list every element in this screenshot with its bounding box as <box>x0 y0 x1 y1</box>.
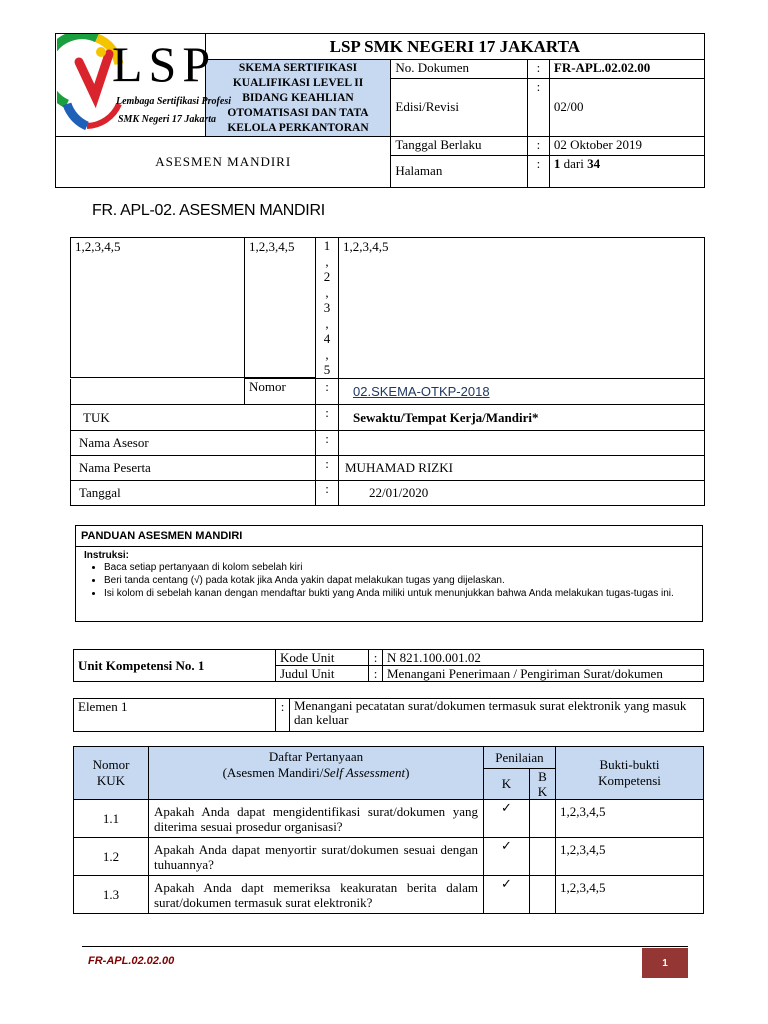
header-bukti: Bukti-bukti Kompetensi <box>556 747 704 800</box>
tuk-colon: : <box>316 405 339 431</box>
k-checkbox[interactable]: ✓ <box>484 838 530 876</box>
table-row <box>74 800 704 838</box>
kode-unit-colon: : <box>369 650 383 666</box>
doc-info-upper <box>391 60 705 137</box>
vertical-char: , <box>325 346 329 362</box>
vertical-char: , <box>325 284 329 300</box>
question-table <box>73 746 704 914</box>
tanggal-berlaku-value: 02 Oktober 2019 <box>549 137 704 155</box>
instruksi-label: Instruksi: <box>84 550 130 561</box>
kuk-number: 1.2 <box>74 838 149 876</box>
nomor-value: 02.SKEMA-OTKP-2018 <box>339 379 705 405</box>
info-cell-2: 1,2,3,4,5 <box>245 238 316 378</box>
page-number: 1 <box>662 957 668 969</box>
info-cell-1: 1,2,3,4,5 <box>71 238 245 378</box>
kuk-number: 1.1 <box>74 800 149 838</box>
bukti-value: 1,2,3,4,5 <box>556 876 704 914</box>
section-title: ASESMEN MANDIRI <box>56 137 391 188</box>
footer-code: FR-APL.02.02.00 <box>88 955 175 967</box>
nama-peserta-value: MUHAMAD RIZKI <box>339 456 705 481</box>
doc-info-lower <box>391 137 705 188</box>
page-number-badge <box>642 948 688 978</box>
no-dokumen-value: FR-APL.02.02.00 <box>549 60 704 78</box>
k-checkbox[interactable]: ✓ <box>484 800 530 838</box>
vertical-char: , <box>325 315 329 331</box>
nomor-label: Nomor <box>245 379 316 405</box>
panduan-box <box>75 525 703 622</box>
nomor-colon: : <box>316 379 339 405</box>
nama-asesor-label: Nama Asesor <box>71 431 316 456</box>
vertical-char: 1 <box>323 238 331 253</box>
kuk-number: 1.3 <box>74 876 149 914</box>
question-text: Apakah Anda dapat menyortir surat/dokumen sesuai dengan tuhuannya? <box>149 838 484 876</box>
nama-asesor-colon: : <box>316 431 339 456</box>
instruksi-item: • Baca setiap pertanyaan di kolom sebelah kiri <box>104 561 702 574</box>
skema-text: SKEMA SERTIFIKASI KUALIFIKASI LEVEL II BIDANG KEAHLIAN OTOMATISASI DAN TATA KELOLA PERKANTORAN <box>205 60 391 137</box>
question-text: Apakah Anda dapat mengidentifikasi surat/dokumen yang diterima sesuai prosedur organisasi? <box>149 800 484 838</box>
nama-peserta-colon: : <box>316 456 339 481</box>
tuk-label: TUK <box>71 405 316 431</box>
info-vertical-cell <box>316 238 339 379</box>
edisi-label: Edisi/Revisi <box>391 78 527 136</box>
org-title: LSP SMK NEGERI 17 JAKARTA <box>205 34 704 60</box>
header-daftar-pertanyaan: Daftar Pertanyaan (Asesmen Mandiri/Self Assessment) <box>149 747 484 800</box>
vertical-char: 3 <box>323 300 331 315</box>
logo-line2: SMK Negeri 17 Jakarta <box>118 114 217 125</box>
halaman-label: Halaman <box>391 155 527 187</box>
tanggal-label: Tanggal <box>71 481 316 506</box>
tanggal-berlaku-colon: : <box>527 137 549 155</box>
table-row <box>74 838 704 876</box>
kode-unit-label: Kode Unit <box>276 650 369 666</box>
unit-table <box>73 649 704 682</box>
footer-rule <box>82 946 688 947</box>
table-row <box>74 876 704 914</box>
edisi-colon: : <box>527 78 549 136</box>
info-cell-4: 1,2,3,4,5 <box>339 238 705 378</box>
bk-checkbox[interactable] <box>530 838 556 876</box>
no-dokumen-colon: : <box>527 60 549 78</box>
logo-cell <box>56 34 231 137</box>
bukti-value: 1,2,3,4,5 <box>556 800 704 838</box>
nama-asesor-value <box>339 431 705 456</box>
doc-title: FR. APL-02. ASESMEN MANDIRI <box>92 202 325 219</box>
document-header <box>55 33 705 188</box>
bk-checkbox[interactable] <box>530 800 556 838</box>
judul-unit-label: Judul Unit <box>276 666 369 682</box>
nama-peserta-label: Nama Peserta <box>71 456 316 481</box>
halaman-colon: : <box>527 155 549 187</box>
elemen-label: Elemen 1 <box>74 699 276 732</box>
instruksi-item: • Isi kolom di sebelah kanan dengan mendaftar bukti yang Anda miliki untuk menunjukkan bahwa Anda melakukan tugas-tugas ini. <box>104 587 702 600</box>
judul-unit-colon: : <box>369 666 383 682</box>
tanggal-colon: : <box>316 481 339 506</box>
logo-letters: LSP <box>112 36 217 92</box>
unit-label: Unit Kompetensi No. 1 <box>74 650 276 682</box>
tuk-value: Sewaktu/Tempat Kerja/Mandiri* <box>339 405 705 431</box>
kode-unit-value: N 821.100.001.02 <box>383 650 704 666</box>
logo-line1: Lembaga Sertifikasi Profesi <box>116 96 231 107</box>
judul-unit-value: Menangani Penerimaan / Pengiriman Surat/dokumen <box>383 666 704 682</box>
elemen-table <box>73 698 704 732</box>
panduan-title: PANDUAN ASESMEN MANDIRI <box>76 526 702 547</box>
edisi-value: 02/00 <box>549 78 704 136</box>
header-penilaian: Penilaian <box>484 747 556 769</box>
vertical-text <box>316 238 338 378</box>
tanggal-berlaku-label: Tanggal Berlaku <box>391 137 527 155</box>
question-text: Apakah Anda dapt memeriksa keakuratan berita dalam surat/dokumen termasuk surat elektronik? <box>149 876 484 914</box>
header-nomor-kuk: Nomor KUK <box>74 747 149 800</box>
header-bk: B K <box>530 769 556 800</box>
header-k: K <box>484 769 530 800</box>
vertical-char: 2 <box>323 269 331 284</box>
vertical-char: 5 <box>323 362 331 377</box>
bukti-value: 1,2,3,4,5 <box>556 838 704 876</box>
vertical-char: , <box>325 253 329 269</box>
instruksi-list <box>76 561 702 600</box>
elemen-colon: : <box>276 699 290 732</box>
instruksi-item: • Beri tanda centang (√) pada kotak jika Anda yakin dapat melakukan tugas yang dijelaskan. <box>104 574 702 587</box>
vertical-char: 4 <box>323 331 331 346</box>
halaman-value: 1 dari 34 <box>549 155 704 187</box>
tanggal-value: 22/01/2020 <box>339 481 705 506</box>
info-table <box>70 237 705 506</box>
bk-checkbox[interactable] <box>530 876 556 914</box>
elemen-value: Menangani pecatatan surat/dokumen termasuk surat elektronik yang masuk dan keluar <box>290 699 704 732</box>
no-dokumen-label: No. Dokumen <box>391 60 527 78</box>
k-checkbox[interactable]: ✓ <box>484 876 530 914</box>
